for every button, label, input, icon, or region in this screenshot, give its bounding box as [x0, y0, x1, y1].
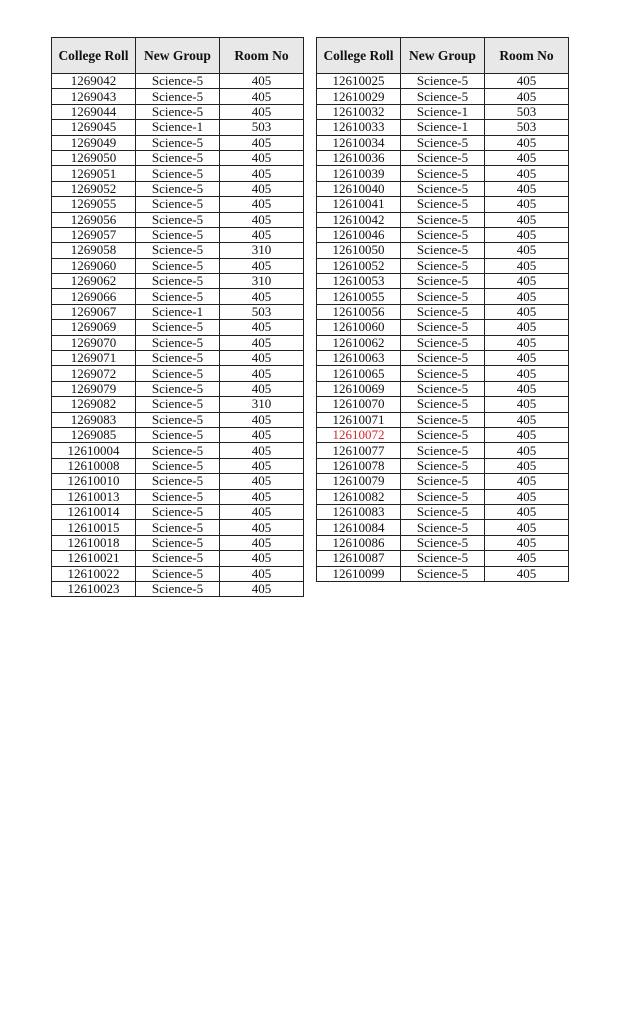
room-no-cell: 405: [485, 474, 569, 489]
room-no-cell: 405: [485, 89, 569, 104]
table-row: [52, 304, 304, 319]
college-roll-cell: 1269052: [52, 181, 136, 196]
header-row: [317, 38, 569, 74]
room-no-cell: 405: [220, 166, 304, 181]
new-group-cell: Science-5: [136, 566, 220, 581]
college-roll-cell: 1269067: [52, 304, 136, 319]
room-no-cell: 405: [220, 135, 304, 150]
room-no-cell: 405: [485, 243, 569, 258]
table-row: [52, 489, 304, 504]
table-row: [52, 212, 304, 227]
room-no-cell: 405: [485, 304, 569, 319]
new-group-cell: Science-5: [401, 458, 485, 473]
room-no-cell: 503: [220, 120, 304, 135]
college-roll-cell: 12610015: [52, 520, 136, 535]
college-roll-cell: 12610032: [317, 104, 401, 119]
table-row: [317, 89, 569, 104]
room-no-cell: 405: [485, 520, 569, 535]
header-new-group: New Group: [136, 38, 220, 74]
new-group-cell: Science-5: [136, 427, 220, 442]
college-roll-cell: 12610046: [317, 227, 401, 242]
college-roll-cell: 1269044: [52, 104, 136, 119]
room-no-cell: 405: [485, 489, 569, 504]
new-group-cell: Science-5: [136, 89, 220, 104]
new-group-cell: Science-5: [401, 381, 485, 396]
table-row: [52, 566, 304, 581]
table-row: [317, 243, 569, 258]
room-no-cell: 405: [485, 181, 569, 196]
college-roll-cell: 1269066: [52, 289, 136, 304]
new-group-cell: Science-5: [136, 150, 220, 165]
new-group-cell: Science-5: [136, 212, 220, 227]
college-roll-cell: 1269055: [52, 197, 136, 212]
room-no-cell: 503: [485, 104, 569, 119]
table-row: [317, 227, 569, 242]
college-roll-cell: 12610018: [52, 535, 136, 550]
college-roll-cell: 12610056: [317, 304, 401, 319]
new-group-cell: Science-5: [401, 166, 485, 181]
new-group-cell: Science-5: [401, 443, 485, 458]
table-row: [317, 304, 569, 319]
college-roll-cell: 1269072: [52, 366, 136, 381]
college-roll-cell: 12610053: [317, 274, 401, 289]
new-group-cell: Science-5: [401, 520, 485, 535]
new-group-cell: Science-5: [401, 274, 485, 289]
college-roll-cell: 1269060: [52, 258, 136, 273]
table-row: [317, 489, 569, 504]
room-no-cell: 405: [485, 443, 569, 458]
room-no-cell: 503: [220, 304, 304, 319]
new-group-cell: Science-5: [401, 366, 485, 381]
college-roll-cell: 12610023: [52, 581, 136, 596]
room-no-cell: 405: [485, 74, 569, 89]
new-group-cell: Science-5: [401, 427, 485, 442]
table-row: [317, 104, 569, 119]
table-row: [52, 258, 304, 273]
table-body-right: [317, 74, 569, 582]
new-group-cell: Science-5: [401, 504, 485, 519]
new-group-cell: Science-5: [401, 551, 485, 566]
table-row: [52, 320, 304, 335]
table-row: [317, 366, 569, 381]
table-row: [52, 458, 304, 473]
header-new-group: New Group: [401, 38, 485, 74]
new-group-cell: Science-5: [401, 135, 485, 150]
new-group-cell: Science-5: [136, 227, 220, 242]
table-row: [317, 566, 569, 581]
college-roll-cell: 12610070: [317, 397, 401, 412]
table-row: [317, 120, 569, 135]
college-roll-cell: 12610063: [317, 351, 401, 366]
table-row: [52, 551, 304, 566]
table-row: [52, 535, 304, 550]
new-group-cell: Science-5: [401, 258, 485, 273]
table-row: [52, 474, 304, 489]
new-group-cell: Science-5: [136, 551, 220, 566]
room-no-cell: 405: [220, 289, 304, 304]
new-group-cell: Science-5: [136, 74, 220, 89]
college-roll-cell: 1269057: [52, 227, 136, 242]
table-row: [317, 274, 569, 289]
room-no-cell: 405: [220, 150, 304, 165]
college-roll-cell: 1269049: [52, 135, 136, 150]
new-group-cell: Science-5: [136, 274, 220, 289]
college-roll-cell: 1269056: [52, 212, 136, 227]
new-group-cell: Science-5: [136, 166, 220, 181]
room-no-cell: 405: [485, 535, 569, 550]
table-row: [317, 551, 569, 566]
room-no-cell: 405: [220, 412, 304, 427]
header-room-no: Room No: [220, 38, 304, 74]
college-roll-cell: 12610034: [317, 135, 401, 150]
table-row: [52, 104, 304, 119]
table-row: [52, 335, 304, 350]
new-group-cell: Science-5: [401, 535, 485, 550]
college-roll-cell: 1269085: [52, 427, 136, 442]
table-row: [317, 150, 569, 165]
room-no-cell: 405: [220, 89, 304, 104]
table-row: [317, 135, 569, 150]
college-roll-cell: 12610078: [317, 458, 401, 473]
new-group-cell: Science-5: [136, 335, 220, 350]
college-roll-cell: 1269042: [52, 74, 136, 89]
college-roll-cell: 1269069: [52, 320, 136, 335]
header-college-roll: College Roll: [52, 38, 136, 74]
college-roll-cell: 1269071: [52, 351, 136, 366]
table-row: [52, 150, 304, 165]
new-group-cell: Science-5: [401, 320, 485, 335]
room-no-cell: 405: [220, 351, 304, 366]
header-room-no: Room No: [485, 38, 569, 74]
table-row: [52, 427, 304, 442]
room-no-cell: 405: [485, 274, 569, 289]
roll-table-left: [51, 37, 304, 597]
table-row: [52, 443, 304, 458]
college-roll-cell: 1269058: [52, 243, 136, 258]
new-group-cell: Science-5: [136, 197, 220, 212]
table-row: [317, 181, 569, 196]
new-group-cell: Science-5: [136, 381, 220, 396]
college-roll-cell: 12610087: [317, 551, 401, 566]
room-no-cell: 405: [485, 227, 569, 242]
room-no-cell: 405: [220, 74, 304, 89]
table-row: [52, 397, 304, 412]
room-no-cell: 405: [485, 397, 569, 412]
new-group-cell: Science-5: [401, 412, 485, 427]
room-no-cell: 503: [485, 120, 569, 135]
college-roll-cell: 12610022: [52, 566, 136, 581]
new-group-cell: Science-5: [136, 397, 220, 412]
table-row: [317, 443, 569, 458]
room-no-cell: 405: [220, 258, 304, 273]
room-no-cell: 405: [485, 566, 569, 581]
new-group-cell: Science-5: [136, 104, 220, 119]
table-row: [52, 581, 304, 596]
room-no-cell: 405: [220, 474, 304, 489]
college-roll-cell: 12610069: [317, 381, 401, 396]
new-group-cell: Science-5: [401, 74, 485, 89]
room-no-cell: 405: [220, 581, 304, 596]
college-roll-cell: 12610086: [317, 535, 401, 550]
room-no-cell: 405: [220, 366, 304, 381]
college-roll-cell: 12610036: [317, 150, 401, 165]
table-row: [52, 366, 304, 381]
room-no-cell: 405: [220, 458, 304, 473]
room-no-cell: 405: [485, 381, 569, 396]
room-no-cell: 405: [485, 289, 569, 304]
new-group-cell: Science-5: [136, 489, 220, 504]
room-no-cell: 405: [485, 258, 569, 273]
table-row: [52, 135, 304, 150]
new-group-cell: Science-5: [401, 197, 485, 212]
room-no-cell: 405: [485, 166, 569, 181]
new-group-cell: Science-5: [136, 535, 220, 550]
table-row: [317, 212, 569, 227]
new-group-cell: Science-5: [136, 243, 220, 258]
new-group-cell: Science-5: [136, 366, 220, 381]
table-row: [317, 474, 569, 489]
table-row: [52, 504, 304, 519]
college-roll-cell: 12610008: [52, 458, 136, 473]
college-roll-cell: 1269083: [52, 412, 136, 427]
table-row: [52, 381, 304, 396]
table-row: [52, 243, 304, 258]
new-group-cell: Science-5: [136, 135, 220, 150]
new-group-cell: Science-5: [136, 581, 220, 596]
college-roll-cell: 12610082: [317, 489, 401, 504]
table-row: [317, 504, 569, 519]
table-row: [52, 166, 304, 181]
new-group-cell: Science-5: [401, 243, 485, 258]
new-group-cell: Science-5: [401, 397, 485, 412]
college-roll-cell: 1269079: [52, 381, 136, 396]
table-row: [52, 289, 304, 304]
college-roll-cell: 1269050: [52, 150, 136, 165]
room-no-cell: 310: [220, 274, 304, 289]
new-group-cell: Science-5: [401, 474, 485, 489]
room-no-cell: 405: [485, 458, 569, 473]
table-row: [317, 320, 569, 335]
college-roll-cell: 12610062: [317, 335, 401, 350]
new-group-cell: Science-5: [401, 489, 485, 504]
college-roll-cell: 12610072: [317, 427, 401, 442]
college-roll-cell: 12610055: [317, 289, 401, 304]
college-roll-cell: 12610041: [317, 197, 401, 212]
new-group-cell: Science-5: [136, 504, 220, 519]
new-group-cell: Science-5: [136, 289, 220, 304]
table-row: [317, 335, 569, 350]
new-group-cell: Science-5: [401, 335, 485, 350]
roll-table-right: [316, 37, 569, 582]
college-roll-cell: 12610033: [317, 120, 401, 135]
table-row: [317, 520, 569, 535]
table-body-left: [52, 74, 304, 597]
table-row: [317, 258, 569, 273]
new-group-cell: Science-5: [136, 412, 220, 427]
table-row: [317, 74, 569, 89]
college-roll-cell: 1269082: [52, 397, 136, 412]
table-row: [317, 397, 569, 412]
room-no-cell: 405: [485, 150, 569, 165]
new-group-cell: Science-1: [401, 104, 485, 119]
college-roll-cell: 12610040: [317, 181, 401, 196]
room-no-cell: 405: [220, 504, 304, 519]
new-group-cell: Science-5: [136, 320, 220, 335]
new-group-cell: Science-5: [136, 258, 220, 273]
college-roll-cell: 1269045: [52, 120, 136, 135]
room-no-cell: 405: [220, 551, 304, 566]
room-no-cell: 405: [220, 520, 304, 535]
new-group-cell: Science-5: [136, 181, 220, 196]
table-row: [317, 381, 569, 396]
table-row: [52, 197, 304, 212]
new-group-cell: Science-5: [136, 443, 220, 458]
table-row: [317, 458, 569, 473]
new-group-cell: Science-1: [136, 120, 220, 135]
new-group-cell: Science-5: [136, 458, 220, 473]
new-group-cell: Science-5: [401, 304, 485, 319]
room-no-cell: 405: [485, 212, 569, 227]
table-row: [317, 197, 569, 212]
college-roll-cell: 12610013: [52, 489, 136, 504]
room-no-cell: 310: [220, 397, 304, 412]
college-roll-cell: 12610084: [317, 520, 401, 535]
room-no-cell: 405: [220, 381, 304, 396]
new-group-cell: Science-5: [401, 150, 485, 165]
table-row: [52, 412, 304, 427]
new-group-cell: Science-5: [136, 474, 220, 489]
room-no-cell: 405: [220, 566, 304, 581]
room-no-cell: 405: [485, 197, 569, 212]
room-no-cell: 405: [485, 412, 569, 427]
table-row: [317, 351, 569, 366]
header-row: [52, 38, 304, 74]
table-row: [52, 74, 304, 89]
college-roll-cell: 12610099: [317, 566, 401, 581]
table-row: [317, 412, 569, 427]
new-group-cell: Science-5: [401, 289, 485, 304]
new-group-cell: Science-5: [401, 212, 485, 227]
new-group-cell: Science-5: [401, 181, 485, 196]
college-roll-cell: 12610050: [317, 243, 401, 258]
table-row: [52, 520, 304, 535]
college-roll-cell: 12610021: [52, 551, 136, 566]
room-no-cell: 405: [220, 535, 304, 550]
college-roll-cell: 12610077: [317, 443, 401, 458]
table-row: [52, 227, 304, 242]
college-roll-cell: 12610010: [52, 474, 136, 489]
college-roll-cell: 12610042: [317, 212, 401, 227]
college-roll-cell: 1269043: [52, 89, 136, 104]
new-group-cell: Science-5: [401, 351, 485, 366]
new-group-cell: Science-1: [136, 304, 220, 319]
table-row: [317, 535, 569, 550]
new-group-cell: Science-5: [136, 520, 220, 535]
college-roll-cell: 12610083: [317, 504, 401, 519]
room-no-cell: 405: [220, 197, 304, 212]
college-roll-cell: 1269070: [52, 335, 136, 350]
college-roll-cell: 12610052: [317, 258, 401, 273]
college-roll-cell: 12610004: [52, 443, 136, 458]
room-no-cell: 405: [220, 427, 304, 442]
college-roll-cell: 12610039: [317, 166, 401, 181]
room-no-cell: 405: [485, 366, 569, 381]
table-row: [52, 89, 304, 104]
new-group-cell: Science-5: [401, 227, 485, 242]
table-row: [317, 427, 569, 442]
college-roll-cell: 12610071: [317, 412, 401, 427]
table-row: [317, 289, 569, 304]
college-roll-cell: 12610029: [317, 89, 401, 104]
room-no-cell: 405: [220, 443, 304, 458]
room-no-cell: 405: [220, 181, 304, 196]
table-row: [52, 120, 304, 135]
college-roll-cell: 1269062: [52, 274, 136, 289]
table-row: [317, 166, 569, 181]
room-no-cell: 405: [220, 489, 304, 504]
room-no-cell: 405: [220, 335, 304, 350]
room-no-cell: 405: [485, 135, 569, 150]
new-group-cell: Science-5: [136, 351, 220, 366]
college-roll-cell: 12610060: [317, 320, 401, 335]
college-roll-cell: 12610079: [317, 474, 401, 489]
college-roll-cell: 1269051: [52, 166, 136, 181]
room-no-cell: 405: [220, 212, 304, 227]
new-group-cell: Science-5: [401, 89, 485, 104]
room-no-cell: 405: [485, 351, 569, 366]
table-row: [52, 274, 304, 289]
room-no-cell: 405: [220, 227, 304, 242]
room-no-cell: 405: [485, 335, 569, 350]
room-no-cell: 405: [485, 504, 569, 519]
room-no-cell: 310: [220, 243, 304, 258]
header-college-roll: College Roll: [317, 38, 401, 74]
room-no-cell: 405: [485, 320, 569, 335]
room-no-cell: 405: [485, 427, 569, 442]
new-group-cell: Science-5: [401, 566, 485, 581]
room-no-cell: 405: [485, 551, 569, 566]
new-group-cell: Science-1: [401, 120, 485, 135]
room-no-cell: 405: [220, 104, 304, 119]
college-roll-cell: 12610065: [317, 366, 401, 381]
room-no-cell: 405: [220, 320, 304, 335]
college-roll-cell: 12610025: [317, 74, 401, 89]
table-row: [52, 351, 304, 366]
table-row: [52, 181, 304, 196]
college-roll-cell: 12610014: [52, 504, 136, 519]
